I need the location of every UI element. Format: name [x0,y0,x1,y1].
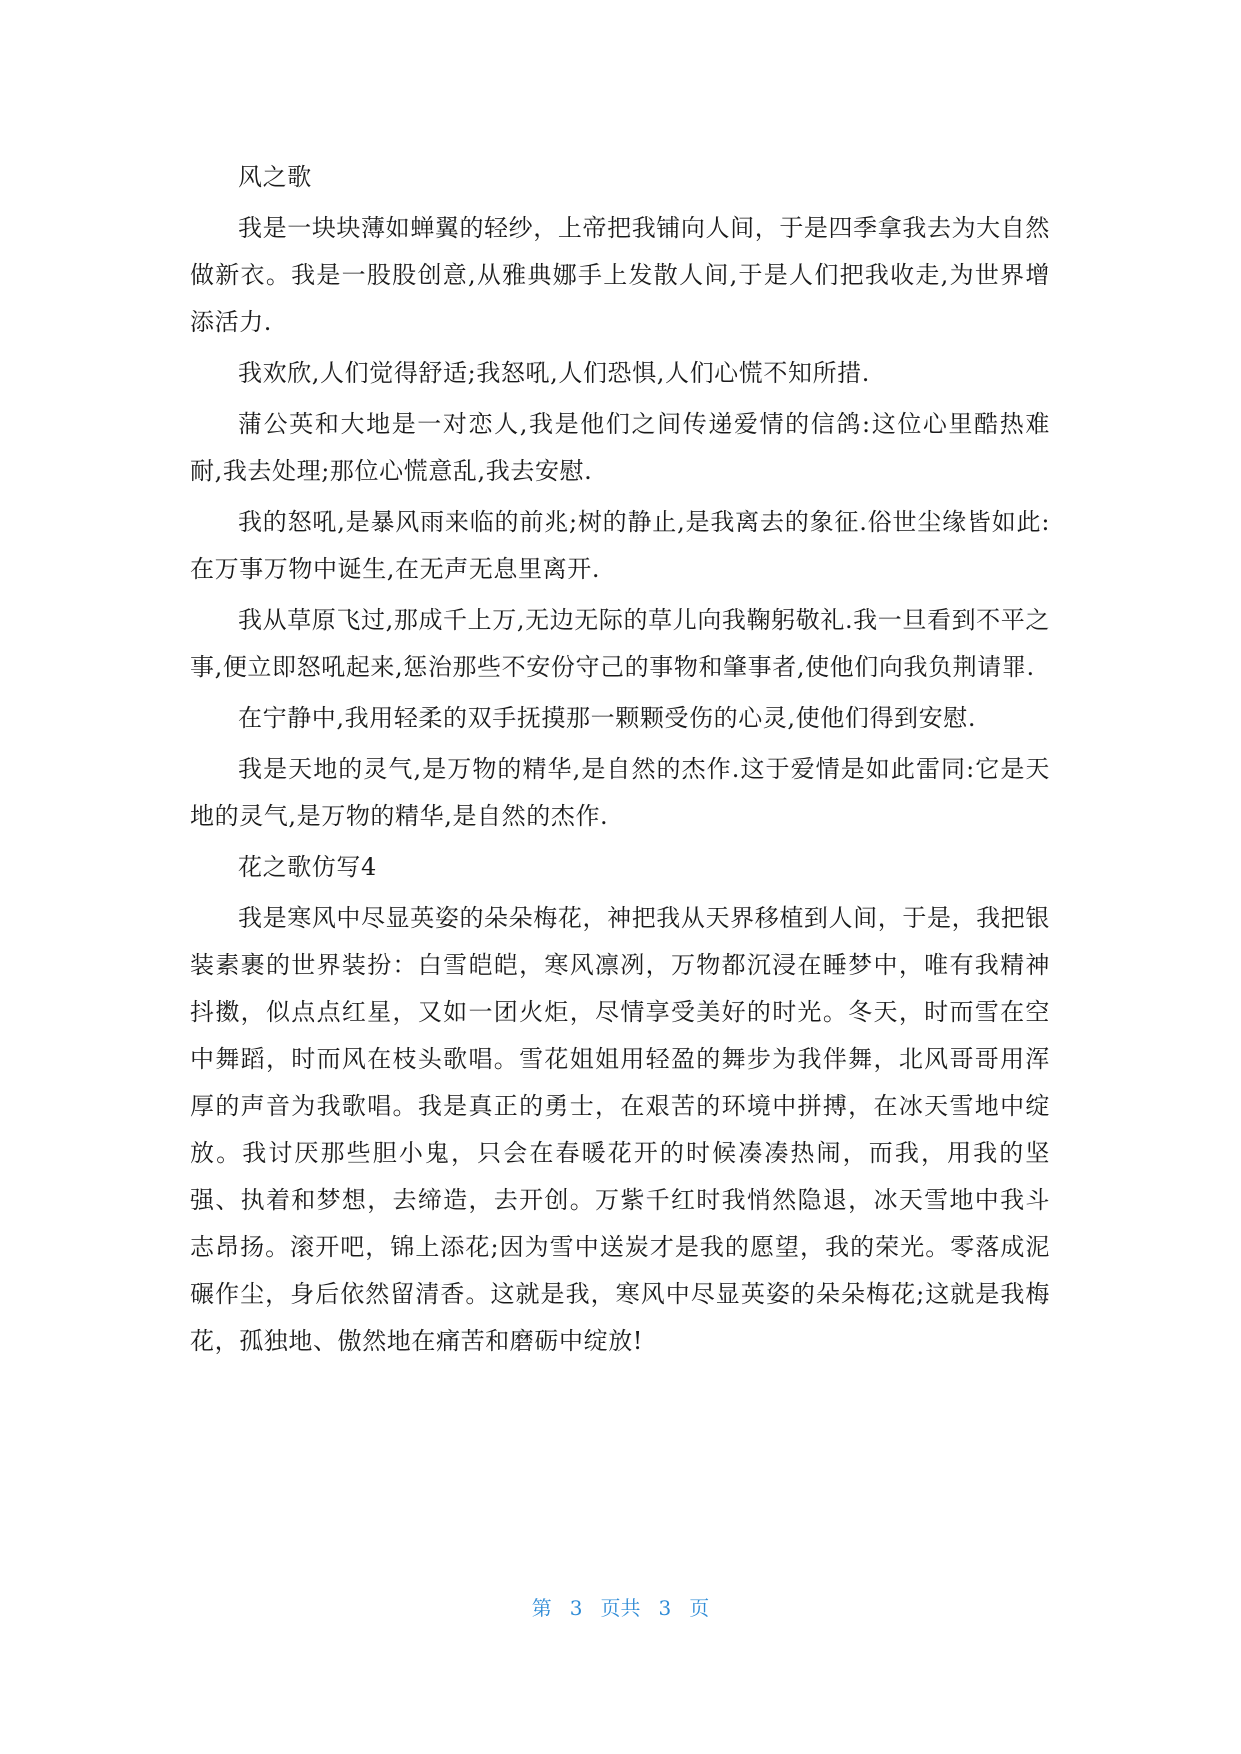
heading-wind-song: 风之歌 [238,163,312,191]
document-body [190,154,1050,1369]
page-footer [0,1592,1241,1621]
paragraph: 在宁静中,我用轻柔的双手抚摸那一颗颗受伤的心灵,使他们得到安慰. [238,704,977,732]
footer-middle: 页共 [600,1596,641,1620]
footer-suffix: 页 [689,1596,710,1620]
paragraph: 我是一块块薄如蝉翼的轻纱，上帝把我铺向人间，于是四季拿我去为大自然做新衣。我是一股股创意,从雅典娜手上发散人间,于是人们把我收走,为世界增添活力. [190,214,1050,336]
paragraph: 我的怒吼,是暴风雨来临的前兆;树的静止,是我离去的象征.俗世尘缘皆如此:在万事万物中诞生,在无声无息里离开. [190,508,1050,583]
paragraph: 我从草原飞过,那成千上万,无边无际的草儿向我鞠躬敬礼.我一旦看到不平之事,便立即怒吼起来,惩治那些不安份守己的事物和肇事者,使他们向我负荆请罪. [190,606,1050,681]
footer-total-pages: 3 [658,1596,672,1620]
footer-current-page: 3 [569,1596,583,1620]
paragraph: 我是寒风中尽显英姿的朵朵梅花，神把我从天界移植到人间，于是，我把银装素裹的世界装扮：白雪皑皑，寒风凛冽，万物都沉浸在睡梦中，唯有我精神抖擞，似点点红星，又如一团火炬，尽情享受美好的时光。冬天，时而雪在空中舞蹈，时而风在枝头歌唱。雪花姐姐用轻盈的舞步为我伴舞，北风哥哥用浑厚的声音为我歌唱。我是真正的勇士，在艰苦的环境中拼搏，在冰天雪地中绽放。我讨厌那些胆小鬼，只会在春暖花开的时候凑凑热闹，而我，用我的坚强、执着和梦想，去缔造，去开创。万紫千红时我悄然隐退，冰天雪地中我斗志昂扬。滚开吧，锦上添花;因为雪中送炭才是我的愿望，我的荣光。零落成泥碾作尘，身后依然留清香。这就是我，寒风中尽显英姿的朵朵梅花;这就是我梅花，孤独地、傲然地在痛苦和磨砺中绽放! [190,904,1050,1355]
paragraph: 我欢欣,人们觉得舒适;我怒吼,人们恐惧,人们心慌不知所措. [238,359,870,387]
paragraph: 蒲公英和大地是一对恋人,我是他们之间传递爱情的信鸽:这位心里酷热难耐,我去处理;那位心慌意乱,我去安慰. [190,410,1050,485]
footer-prefix: 第 [531,1596,552,1620]
heading-flower-song: 花之歌仿写4 [238,853,377,881]
paragraph: 我是天地的灵气,是万物的精华,是自然的杰作.这于爱情是如此雷同:它是天地的灵气,是万物的精华,是自然的杰作. [190,755,1050,830]
